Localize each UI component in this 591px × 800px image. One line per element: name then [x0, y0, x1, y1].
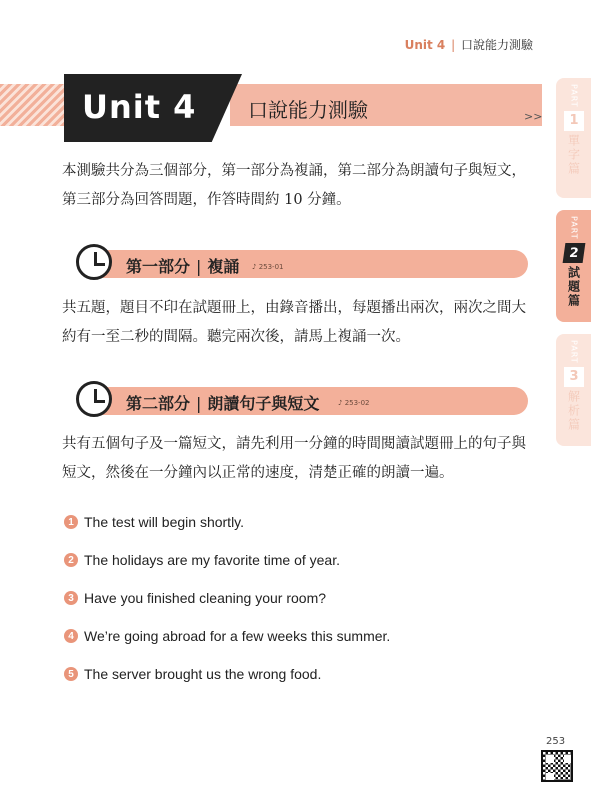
- side-tab-name: 解析篇: [566, 389, 581, 432]
- section-1-separator: |: [196, 257, 202, 276]
- side-tab-part-2[interactable]: [556, 210, 591, 322]
- item-text: Have you finished cleaning your room?: [84, 590, 327, 606]
- side-tab-name: 試題篇: [566, 265, 581, 308]
- section-2-title: 第二部分: [126, 394, 191, 413]
- list-item: [64, 514, 244, 530]
- list-item: [64, 628, 390, 644]
- double-chevron-icon: >>: [524, 110, 543, 123]
- section-1-title: 第一部分: [126, 257, 191, 276]
- clock-icon: [76, 381, 112, 417]
- section-1-audio-track[interactable]: ♪ 253-01: [252, 263, 284, 271]
- item-text: The server brought us the wrong food.: [84, 666, 322, 682]
- section-1-subtitle: 複誦: [207, 257, 240, 276]
- running-header-unit: Unit 4: [404, 38, 446, 52]
- section-2-separator: |: [196, 394, 202, 413]
- unit-label: Unit 4: [82, 88, 197, 126]
- section-1-heading: [126, 254, 239, 277]
- running-header: [405, 36, 533, 53]
- side-tab-number: 2: [563, 243, 586, 263]
- section-2-subtitle: 朗讀句子與短文: [207, 394, 320, 413]
- list-item: [64, 666, 321, 682]
- item-text: The test will begin shortly.: [84, 514, 245, 530]
- section-2-paragraph: 共有五個句子及一篇短文，請先利用一分鐘的時間閱讀試題冊上的句子與短文，然後在一分鐘內以正常的速度，清楚正確的朗讀一遍。: [62, 436, 526, 481]
- list-item: [64, 590, 326, 606]
- side-tab-part-1[interactable]: [556, 78, 591, 198]
- running-header-title: 口說能力測驗: [460, 38, 533, 52]
- item-number-badge: 4: [64, 629, 78, 643]
- item-number-badge: 3: [64, 591, 78, 605]
- item-number-badge: 1: [64, 515, 78, 529]
- banner-stripes: [0, 84, 70, 126]
- unit-title: 口說能力測驗: [248, 98, 368, 122]
- item-number-badge: 2: [64, 553, 78, 567]
- side-tab-part-label: PART: [569, 84, 579, 108]
- item-text: We’re going abroad for a few weeks this summer.: [84, 628, 391, 644]
- side-tab-number: 3: [564, 367, 584, 387]
- section-1-paragraph: 共五題，題目不印在試題冊上，由錄音播出，每題播出兩次，兩次之間大約有一至二秒的間隔。聽完兩次後，請馬上複誦一次。: [62, 300, 526, 345]
- clock-icon: [76, 244, 112, 280]
- side-tab-part-label: PART: [569, 216, 579, 240]
- section-2-audio-track[interactable]: ♪ 253-02: [338, 399, 370, 407]
- item-text: The holidays are my favorite time of year.: [84, 552, 340, 568]
- side-tab-part-label: PART: [569, 340, 579, 364]
- side-tab-number: 1: [564, 111, 584, 131]
- item-number-badge: 5: [64, 667, 78, 681]
- running-header-separator: |: [451, 38, 456, 52]
- page-number: 253: [546, 736, 566, 747]
- section-2-heading: [126, 391, 319, 414]
- qr-code-icon[interactable]: [541, 750, 573, 782]
- side-tab-part-3[interactable]: [556, 334, 591, 446]
- list-item: [64, 552, 340, 568]
- side-tab-name: 單字篇: [566, 133, 581, 176]
- intro-paragraph: 本測驗共分為三個部分，第一部分為複誦，第二部分為朗讀句子與短文，第三部分為回答問題，作答時間約 10 分鐘。: [62, 163, 526, 208]
